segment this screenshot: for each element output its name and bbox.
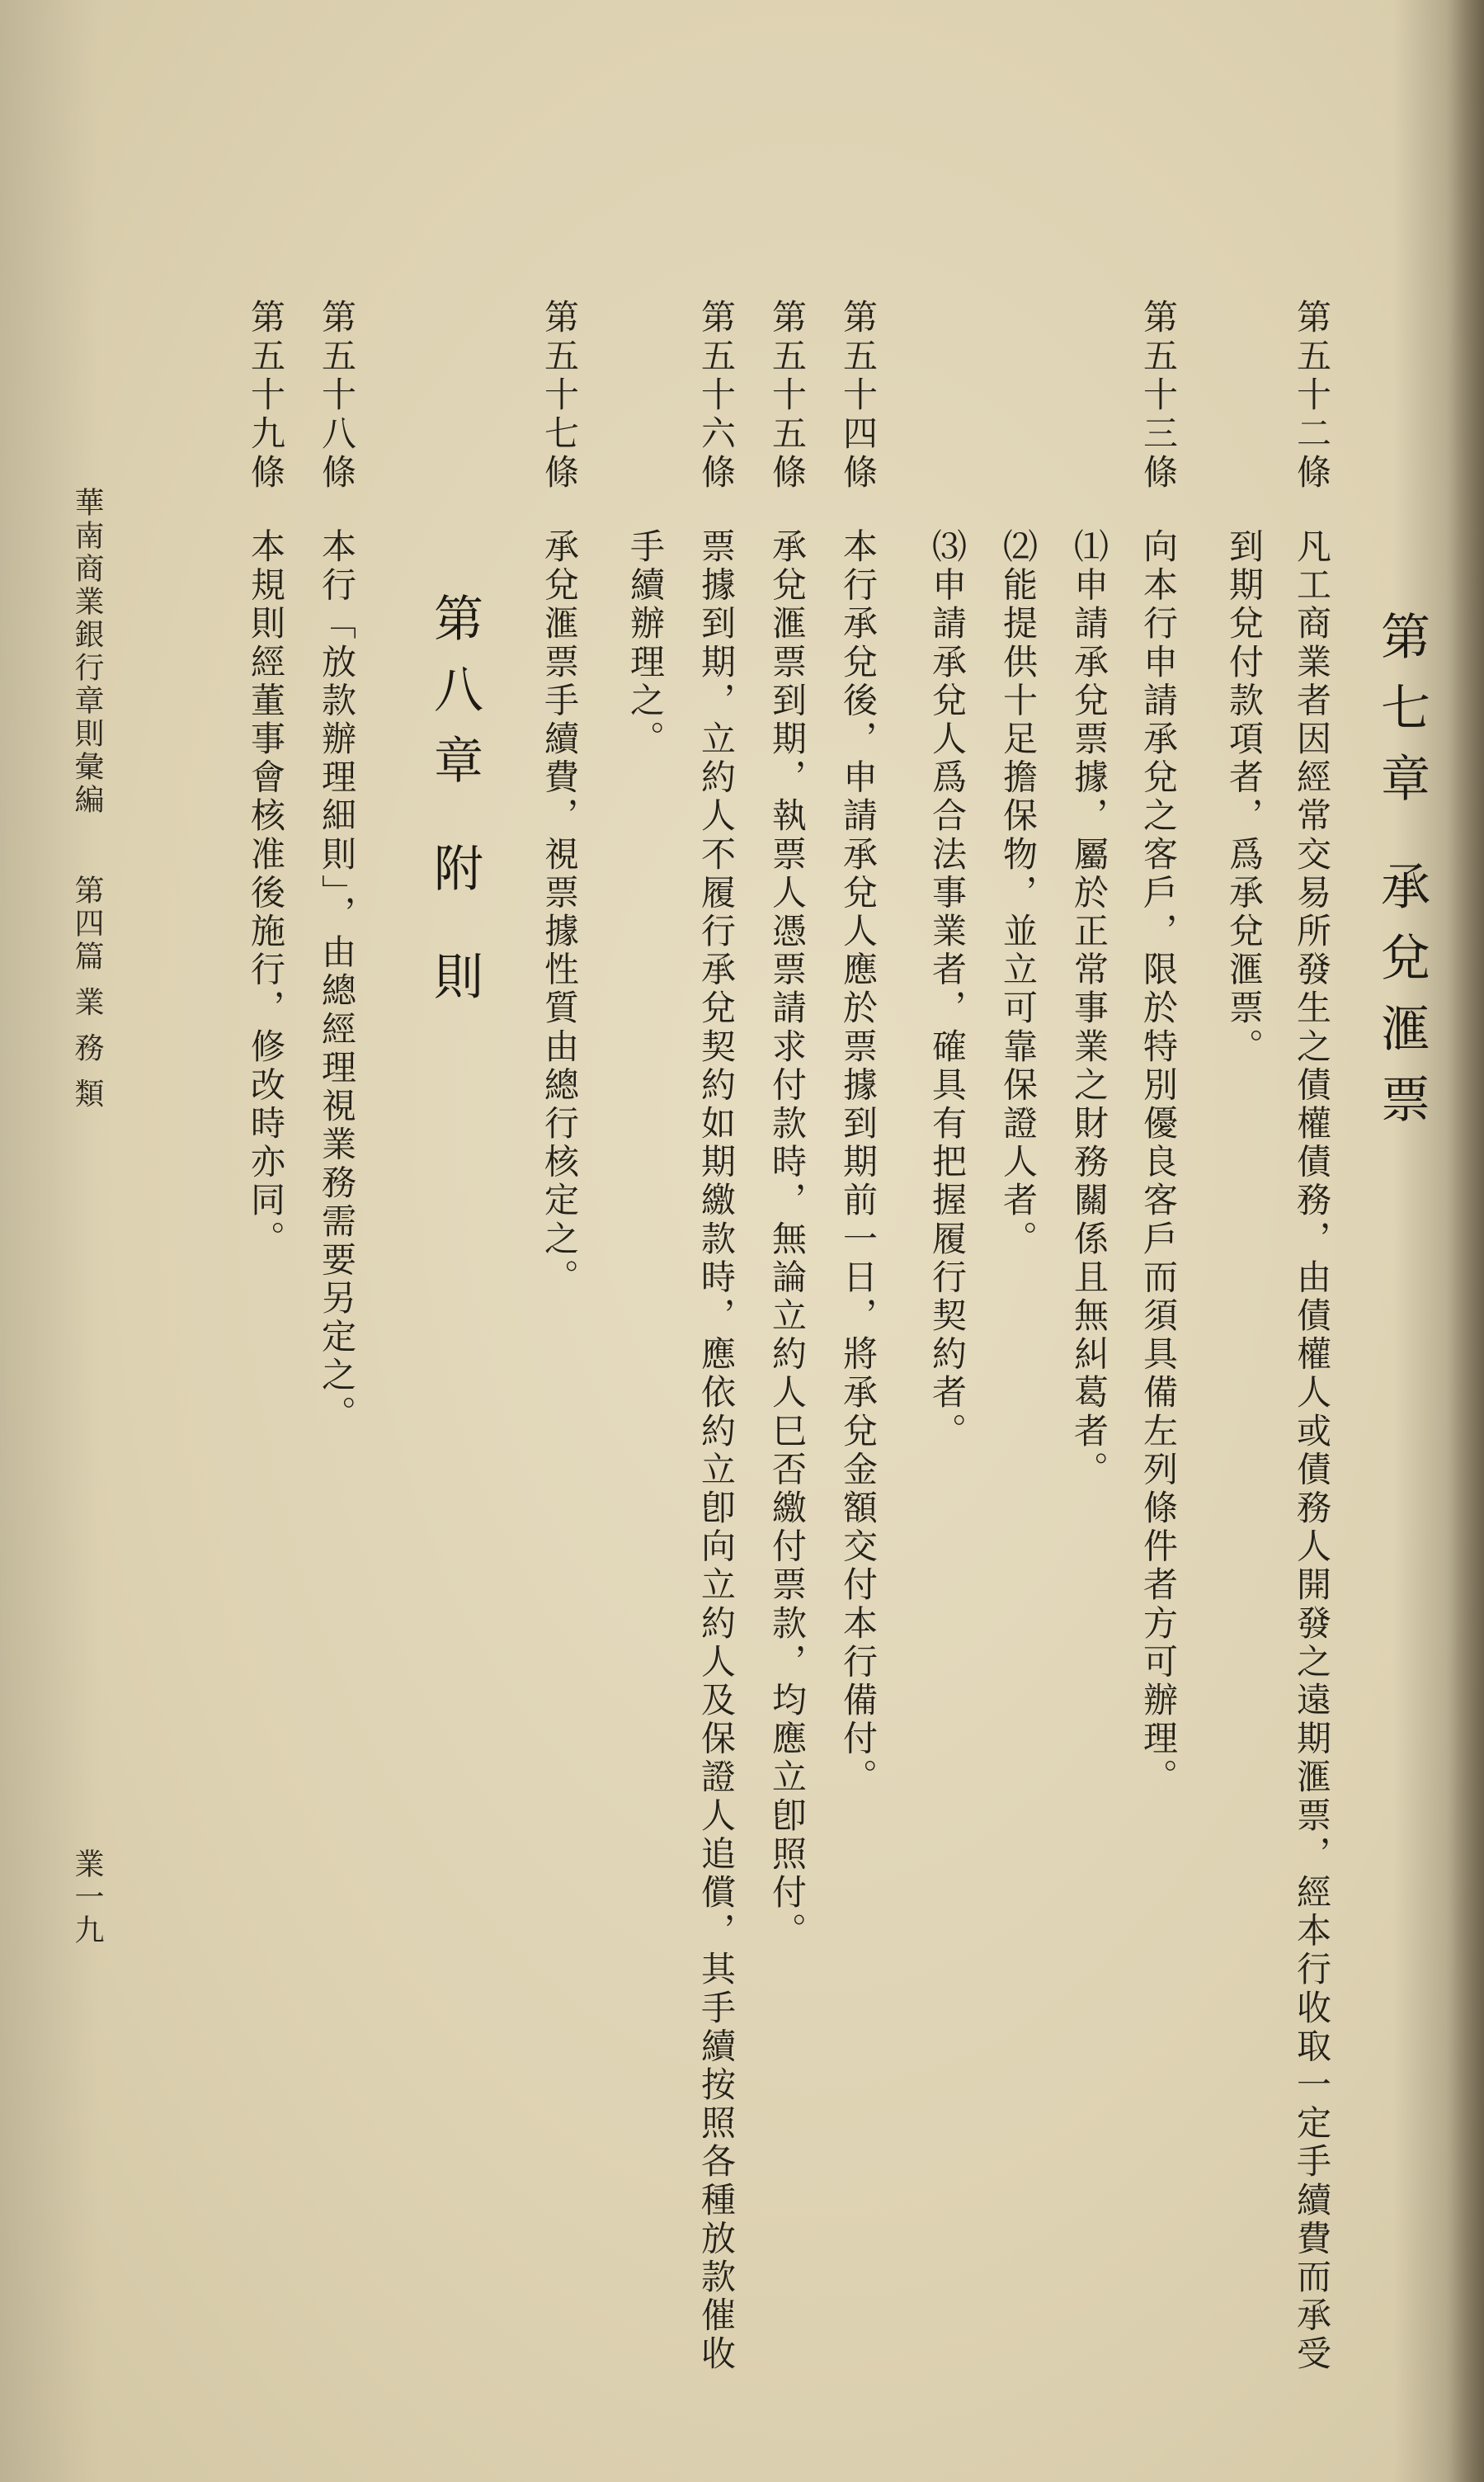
footer-section: 第四篇 業 務 類 (70, 875, 104, 1111)
article-53-text: 向本行申請承兌之客戶，限於特別優良客戶而須具備左列條件者方可辦理。 (1138, 528, 1179, 1797)
article-53-number: 第五十三條 (1138, 299, 1179, 493)
article-54-text: 本行承兌後，申請承兌人應於票據到期前一日，將承兌金額交付本行備付。 (838, 528, 879, 1797)
article-56-text-line1: 票據到期，立約人不履行承兌契約如期繳款時，應依約立卽向立約人及保證人追償，其手續按照各種放款催收 (696, 528, 737, 2374)
footer-page-number: 業一九 (70, 1848, 104, 1947)
article-53-item-2: ⑵能提供十足擔保物，並立可靠保證人者。 (998, 528, 1039, 1259)
article-54-number: 第五十四條 (838, 299, 879, 493)
article-52-number: 第五十二條 (1292, 299, 1332, 493)
chapter-7-title: 第七章 承兌滙票 (1373, 611, 1430, 1145)
article-58-text: 本行「放款辦理細則」，由總經理視業務需要另定之。 (317, 528, 357, 1434)
book-spine-shadow (1446, 0, 1484, 2482)
article-55-text: 承兌滙票到期，執票人憑票請求付款時，無論立約人巳否繳付票款，均應立卽照付。 (767, 528, 808, 1951)
article-56-number: 第五十六條 (696, 299, 737, 493)
footer-book-title: 華南商業銀行章則彙編 (70, 487, 104, 817)
article-58-number: 第五十八條 (317, 299, 357, 493)
article-53-item-3: ⑶申請承兌人爲合法事業者，確具有把握履行契約者。 (927, 528, 968, 1451)
article-56-text-line2: 手續辦理之。 (625, 528, 666, 759)
article-53-item-1: ⑴申請承兌票據，屬於正常事業之財務關係且無糾葛者。 (1069, 528, 1109, 1489)
article-59-number: 第五十九條 (246, 299, 286, 493)
article-59-text: 本規則經董事會核准後施行，修改時亦同。 (246, 528, 286, 1259)
article-52-text-line2: 到期兌付款項者，爲承兌滙票。 (1224, 528, 1265, 1067)
article-57-text: 承兌滙票手續費，視票據性質由總行核定之。 (539, 528, 580, 1297)
article-57-number: 第五十七條 (539, 299, 580, 493)
chapter-8-title: 第八章 附 則 (426, 592, 483, 1022)
article-52-text-line1: 凡工商業者因經常交易所發生之債權債務，由債權人或債務人開發之遠期滙票，經本行收取一定手續費而承受 (1292, 528, 1332, 2374)
article-55-number: 第五十五條 (767, 299, 808, 493)
